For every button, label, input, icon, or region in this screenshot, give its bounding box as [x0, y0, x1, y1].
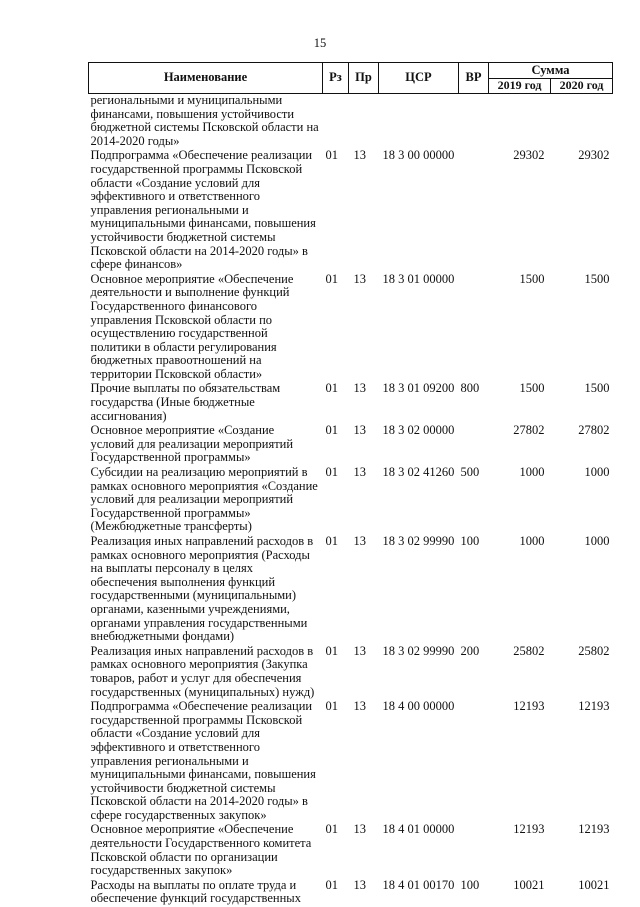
header-csr: ЦСР — [379, 63, 459, 94]
cell-name: региональными и муниципальными финансами, повышения устойчивости бюджетной системы Псковской области на 2014-2020 годы» — [89, 94, 323, 150]
cell-name: Субсидии на реализацию мероприятий в рамках основного мероприятия «Создание условий для реализации мероприятий Государственной программы» (Межбюджетные трансферты) — [89, 466, 323, 535]
header-rz: Рз — [323, 63, 349, 94]
cell-pr: 13 — [349, 700, 379, 823]
table-row — [89, 823, 613, 878]
cell-pr — [349, 94, 379, 150]
cell-2020: 1000 — [551, 535, 613, 645]
cell-name: Основное мероприятие «Обеспечение деятельности Государственного комитета Псковской области по организации государственных закупок» — [89, 823, 323, 878]
cell-2020: 12193 — [551, 700, 613, 823]
cell-rz: 01 — [323, 823, 349, 878]
cell-2019: 29302 — [489, 149, 551, 272]
header-year-2020: 2020 год — [551, 79, 613, 94]
cell-2019: 10021 — [489, 879, 551, 907]
cell-rz: 01 — [323, 466, 349, 535]
cell-vr: 100 — [459, 535, 489, 645]
cell-csr: 18 3 02 99990 — [379, 535, 459, 645]
cell-csr: 18 3 02 99990 — [379, 645, 459, 700]
cell-2019 — [489, 94, 551, 150]
cell-csr — [379, 94, 459, 150]
cell-2019: 12193 — [489, 700, 551, 823]
cell-vr: 500 — [459, 466, 489, 535]
cell-2020: 12193 — [551, 823, 613, 878]
cell-csr: 18 3 02 00000 — [379, 424, 459, 466]
cell-csr: 18 3 02 41260 — [379, 466, 459, 535]
cell-2019: 25802 — [489, 645, 551, 700]
cell-csr: 18 4 00 00000 — [379, 700, 459, 823]
cell-2020 — [551, 94, 613, 150]
cell-2020: 10021 — [551, 879, 613, 907]
cell-pr: 13 — [349, 535, 379, 645]
table-header — [89, 63, 613, 94]
cell-rz: 01 — [323, 700, 349, 823]
cell-pr: 13 — [349, 466, 379, 535]
cell-vr: 200 — [459, 645, 489, 700]
cell-2020: 27802 — [551, 424, 613, 466]
cell-rz: 01 — [323, 645, 349, 700]
cell-2020: 1500 — [551, 273, 613, 383]
cell-2020: 1500 — [551, 382, 613, 424]
cell-2020: 29302 — [551, 149, 613, 272]
cell-2020: 25802 — [551, 645, 613, 700]
cell-2019: 1500 — [489, 273, 551, 383]
table-row — [89, 700, 613, 823]
cell-name: Основное мероприятие «Обеспечение деятельности и выполнение функций Государственного финансового управления Псковской области по осуществлению государственной политики в области регулирования бюджетных правоотношений на территории Псковской области» — [89, 273, 323, 383]
cell-name: Реализация иных направлений расходов в рамках основного мероприятия (Закупка товаров, работ и услуг для обеспечения государственных (муниципальных) нужд) — [89, 645, 323, 700]
cell-pr: 13 — [349, 382, 379, 424]
cell-rz: 01 — [323, 879, 349, 907]
header-name: Наименование — [89, 63, 323, 94]
cell-vr — [459, 424, 489, 466]
cell-rz: 01 — [323, 273, 349, 383]
cell-csr: 18 3 01 00000 — [379, 273, 459, 383]
budget-table — [88, 62, 613, 907]
cell-pr: 13 — [349, 273, 379, 383]
cell-2019: 1000 — [489, 535, 551, 645]
cell-pr: 13 — [349, 424, 379, 466]
table-row — [89, 879, 613, 907]
cell-vr — [459, 273, 489, 383]
cell-name: Прочие выплаты по обязательствам государства (Иные бюджетные ассигнования) — [89, 382, 323, 424]
table-row — [89, 94, 613, 150]
header-vr: ВР — [459, 63, 489, 94]
cell-pr: 13 — [349, 879, 379, 907]
page-number: 15 — [0, 36, 640, 51]
table-row — [89, 424, 613, 466]
header-pr: Пр — [349, 63, 379, 94]
cell-name: Реализация иных направлений расходов в рамках основного мероприятия (Расходы на выплаты персоналу в целях обеспечения выполнения функций государственными (муниципальными) органами, казенными учреждениями, органами управления государственными внебюджетными фондами) — [89, 535, 323, 645]
cell-csr: 18 3 00 00000 — [379, 149, 459, 272]
cell-pr: 13 — [349, 823, 379, 878]
cell-vr: 800 — [459, 382, 489, 424]
cell-2019: 27802 — [489, 424, 551, 466]
table-body — [89, 94, 613, 907]
table-row — [89, 535, 613, 645]
cell-vr — [459, 94, 489, 150]
cell-csr: 18 4 01 00000 — [379, 823, 459, 878]
table-row — [89, 645, 613, 700]
cell-rz: 01 — [323, 424, 349, 466]
table-row — [89, 149, 613, 272]
cell-pr: 13 — [349, 149, 379, 272]
cell-2020: 1000 — [551, 466, 613, 535]
cell-rz: 01 — [323, 149, 349, 272]
cell-name: Подпрограмма «Обеспечение реализации государственной программы Псковской области «Создание условий для эффективного и ответственного управления региональными и муниципальными финансами, повышения устойчивости бюджетной системы Псковской области на 2014-2020 годы» в сфере государственных закупок» — [89, 700, 323, 823]
cell-csr: 18 4 01 00170 — [379, 879, 459, 907]
cell-rz: 01 — [323, 535, 349, 645]
table-row — [89, 466, 613, 535]
table-row — [89, 273, 613, 383]
cell-2019: 12193 — [489, 823, 551, 878]
cell-vr — [459, 823, 489, 878]
cell-2019: 1000 — [489, 466, 551, 535]
cell-vr — [459, 149, 489, 272]
cell-rz — [323, 94, 349, 150]
cell-name: Подпрограмма «Обеспечение реализации государственной программы Псковской области «Создание условий для эффективного и ответственного управления региональными и муниципальными финансами, повышения устойчивости бюджетной системы Псковской области на 2014-2020 годы» в сфере финансов» — [89, 149, 323, 272]
cell-rz: 01 — [323, 382, 349, 424]
header-sum: Сумма — [489, 63, 613, 79]
header-year-2019: 2019 год — [489, 79, 551, 94]
cell-name: Основное мероприятие «Создание условий для реализации мероприятий Государственной программы» — [89, 424, 323, 466]
cell-vr — [459, 700, 489, 823]
cell-csr: 18 3 01 09200 — [379, 382, 459, 424]
cell-name: Расходы на выплаты по оплате труда и обеспечение функций государственных — [89, 879, 323, 907]
cell-pr: 13 — [349, 645, 379, 700]
table-row — [89, 382, 613, 424]
cell-vr: 100 — [459, 879, 489, 907]
cell-2019: 1500 — [489, 382, 551, 424]
